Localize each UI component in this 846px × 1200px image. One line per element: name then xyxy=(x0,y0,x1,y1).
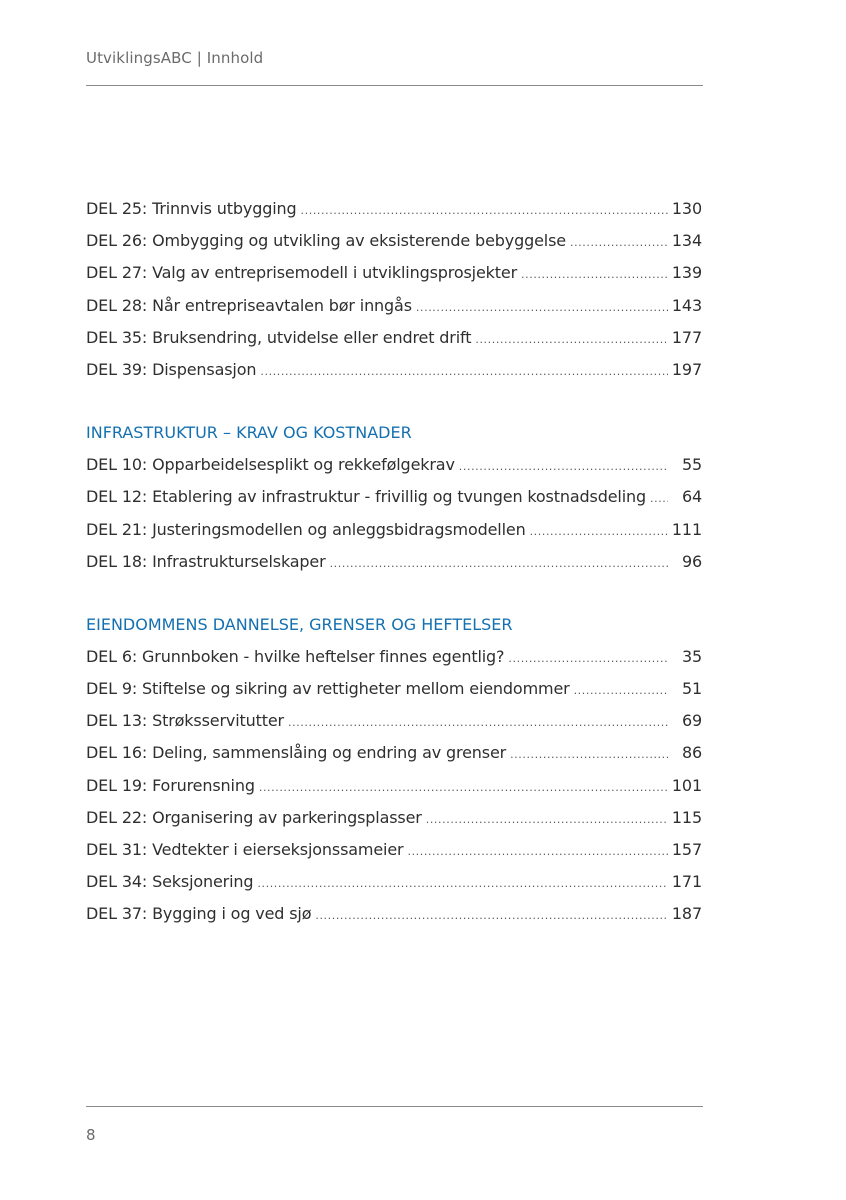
toc-entry-page: 101 xyxy=(671,775,702,795)
toc-entry[interactable] xyxy=(86,322,702,354)
toc-entry-title: DEL 16: Deling, sammenslåing og endring av grenser xyxy=(86,743,507,763)
toc-entry[interactable] xyxy=(86,770,702,802)
toc-entry[interactable] xyxy=(86,546,702,578)
toc-entry-page: 111 xyxy=(671,519,702,539)
toc-entry-page: 177 xyxy=(671,327,702,347)
toc-entry-page: 143 xyxy=(671,295,702,315)
toc-entry-title: DEL 12: Etablering av infrastruktur - frivillig og tvungen kostnadsdeling xyxy=(86,487,646,507)
toc-entry-page: 171 xyxy=(671,872,702,892)
dot-leader xyxy=(650,483,668,515)
toc-entry-page: 96 xyxy=(681,551,702,571)
toc-entry[interactable] xyxy=(86,737,702,769)
toc-entry-title: DEL 18: Infrastrukturselskaper xyxy=(86,551,326,571)
header-divider xyxy=(86,85,703,86)
toc-entry[interactable] xyxy=(86,514,702,546)
toc-entry[interactable] xyxy=(86,802,702,834)
toc-entry[interactable] xyxy=(86,257,702,289)
toc-entry-title: DEL 39: Dispensasjon xyxy=(86,359,257,379)
toc-entry[interactable] xyxy=(86,225,702,257)
toc-entry[interactable] xyxy=(86,354,702,386)
section-heading: INFRASTRUKTUR – KRAV OG KOSTNADER xyxy=(86,423,412,443)
toc-entry-title: DEL 6: Grunnboken - hvilke heftelser finnes egentlig? xyxy=(86,646,505,666)
toc-entry-title: DEL 25: Trinnvis utbygging xyxy=(86,199,297,218)
toc-entry-page: 187 xyxy=(671,904,702,924)
page-header: UtviklingsABC | Innhold xyxy=(86,49,264,67)
toc-entry-title: DEL 19: Forurensning xyxy=(86,775,255,795)
toc-entry[interactable] xyxy=(86,193,702,225)
toc-entry-title: DEL 27: Valg av entreprisemodell i utviklingsprosjekter xyxy=(86,263,518,283)
table-of-contents xyxy=(86,193,702,962)
toc-entry-title: DEL 10: Opparbeidelsesplikt og rekkefølgekrav xyxy=(86,455,455,475)
toc-entry-page: 69 xyxy=(681,711,702,731)
dot-leader xyxy=(330,548,668,580)
toc-entry-page: 130 xyxy=(671,199,702,218)
toc-entry-page: 35 xyxy=(681,646,702,666)
toc-entry-title: DEL 34: Seksjonering xyxy=(86,872,254,892)
dot-leader xyxy=(426,804,668,836)
toc-entry[interactable] xyxy=(86,449,702,481)
toc-entry-page: 86 xyxy=(681,743,702,763)
toc-entry-page: 64 xyxy=(681,487,702,507)
dot-leader xyxy=(407,836,667,868)
dot-leader xyxy=(570,227,668,259)
toc-entry-title: DEL 31: Vedtekter i eierseksjonssameier xyxy=(86,840,404,859)
dot-leader xyxy=(288,707,668,739)
toc-entry[interactable] xyxy=(86,834,702,866)
dot-leader xyxy=(257,868,667,900)
dot-leader xyxy=(416,292,668,324)
toc-section xyxy=(86,193,702,386)
dot-leader xyxy=(459,451,668,483)
toc-entry-page: 115 xyxy=(671,807,702,827)
dot-leader xyxy=(508,643,668,675)
toc-entry[interactable] xyxy=(86,481,702,513)
dot-leader xyxy=(530,516,668,548)
dot-leader xyxy=(521,259,668,291)
toc-entry-title: DEL 21: Justeringsmodellen og anleggsbidragsmodellen xyxy=(86,519,526,539)
dot-leader xyxy=(260,356,668,388)
toc-entry-page: 51 xyxy=(681,679,702,699)
toc-entry-title: DEL 35: Bruksendring, utvidelse eller endret drift xyxy=(86,327,472,347)
toc-entry[interactable] xyxy=(86,898,702,930)
toc-entry-page: 134 xyxy=(671,231,702,251)
dot-leader xyxy=(574,675,668,707)
page-number: 8 xyxy=(86,1126,96,1144)
dot-leader xyxy=(301,195,668,227)
dot-leader xyxy=(259,772,668,804)
toc-entry[interactable] xyxy=(86,866,702,898)
toc-entry-title: DEL 37: Bygging i og ved sjø xyxy=(86,904,312,924)
toc-entry[interactable] xyxy=(86,673,702,705)
toc-entry-title: DEL 9: Stiftelse og sikring av rettigheter mellom eiendommer xyxy=(86,679,570,699)
section-heading: EIENDOMMENS DANNELSE, GRENSER OG HEFTELSER xyxy=(86,614,513,634)
dot-leader xyxy=(510,739,668,771)
toc-entry-title: DEL 26: Ombygging og utvikling av eksisterende bebyggelse xyxy=(86,231,566,251)
toc-entry[interactable] xyxy=(86,641,702,673)
toc-entry-title: DEL 22: Organisering av parkeringsplasser xyxy=(86,807,422,827)
dot-leader xyxy=(475,324,668,356)
toc-entry-title: DEL 28: Når entrepriseavtalen bør inngås xyxy=(86,295,412,315)
toc-section xyxy=(86,417,702,578)
toc-entry-page: 55 xyxy=(681,455,702,475)
toc-entry[interactable] xyxy=(86,705,702,737)
toc-section xyxy=(86,609,702,931)
dot-leader xyxy=(315,900,668,932)
toc-entry-page: 197 xyxy=(671,359,702,379)
footer-divider xyxy=(86,1106,703,1107)
toc-entry-page: 157 xyxy=(671,840,702,859)
toc-entry-page: 139 xyxy=(671,263,702,283)
toc-entry[interactable] xyxy=(86,290,702,322)
toc-entry-title: DEL 13: Strøksservitutter xyxy=(86,711,284,731)
